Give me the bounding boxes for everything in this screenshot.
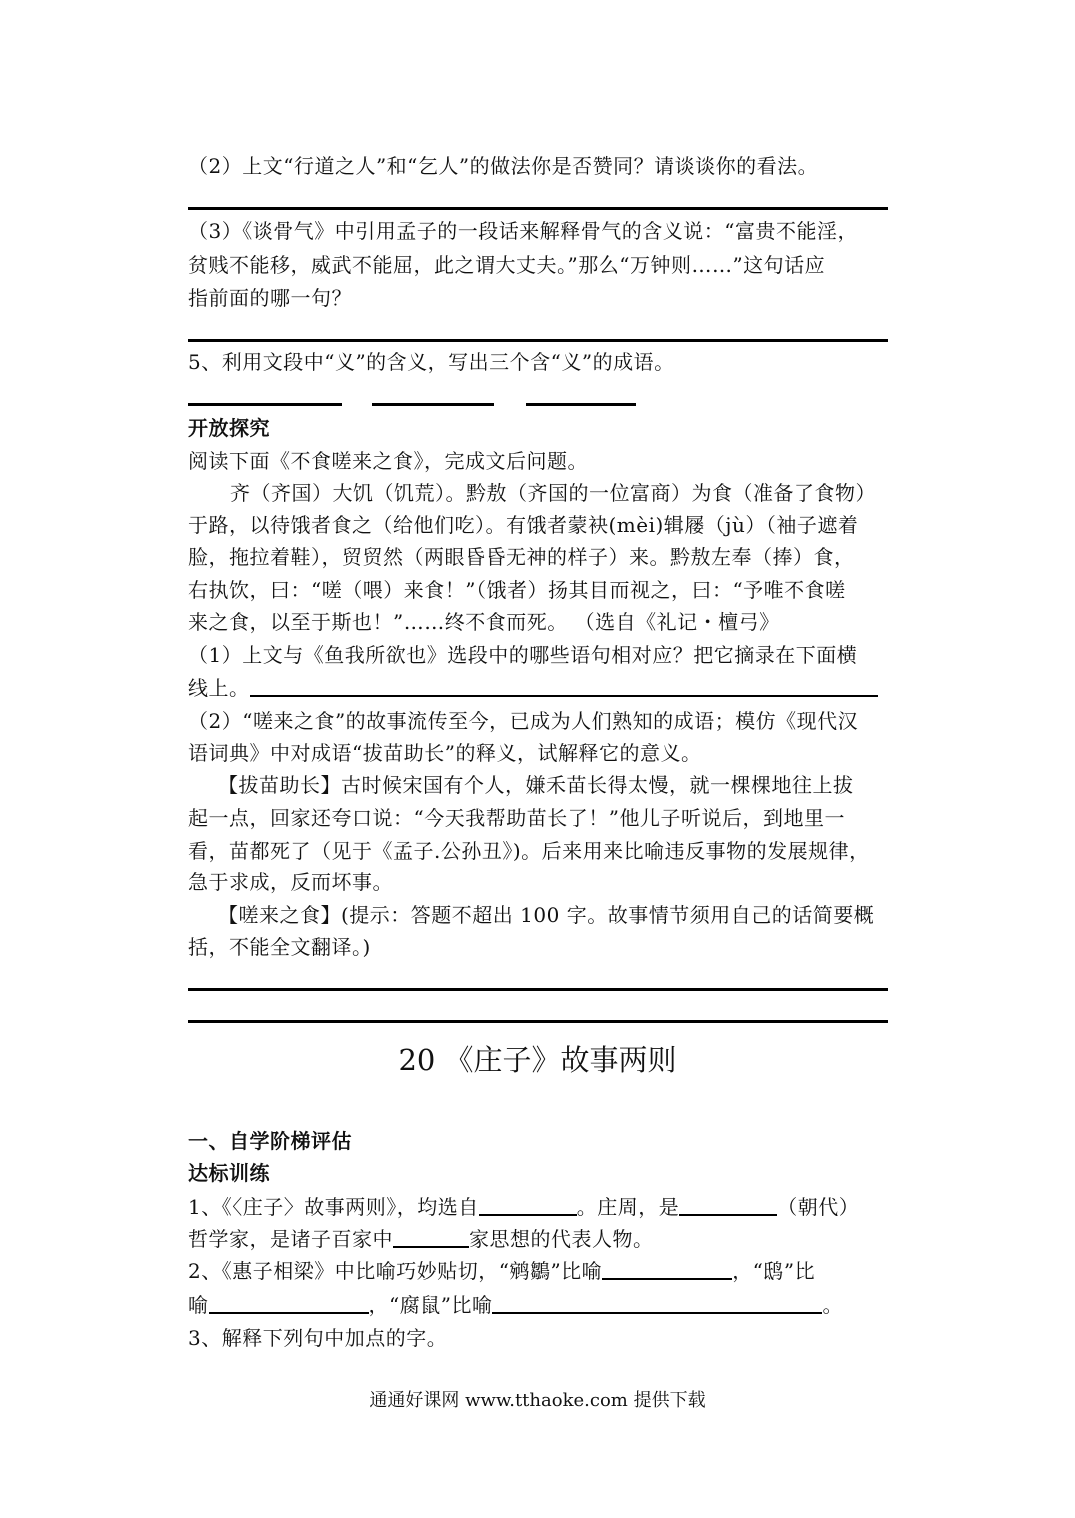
exercise-2-text: 。	[822, 1293, 843, 1317]
exercise-2-text: 2、《惠子相梁》中比喻巧妙贴切，“鹓鶵”比喻	[188, 1259, 603, 1283]
blank-line	[188, 403, 342, 406]
exercise-1-text: 哲学家，是诸子百家中	[188, 1227, 393, 1251]
exercise-1-text: （朝代）	[777, 1195, 860, 1219]
answer-blank	[250, 675, 878, 697]
answer-blank	[209, 1292, 369, 1314]
exercise-3: 3、解释下列句中加点的字。	[188, 1326, 448, 1350]
exercise-2-text: ，“腐鼠”比喻	[368, 1293, 493, 1317]
answer-line	[188, 339, 888, 342]
question-5: 5、利用文段中“义”的含义，写出三个含“义”的成语。	[188, 350, 675, 374]
bamiao-line: 起一点，回家还夸口说：“今天我帮助苗长了！”他儿子听说后，到地里一	[188, 806, 845, 830]
section-heading: 一、自学阶梯评估	[188, 1129, 352, 1153]
bamiao-line: 看，苗都死了（见于《孟子.公孙丑》)。后来用来比喻违反事物的发展规律，	[188, 839, 870, 863]
passage-line: 齐（齐国）大饥（饥荒）。黔敖（齐国的一位富商）为食（准备了食物）	[230, 481, 876, 505]
exercise-1-text: 1、《〈庄子〉故事两则》，均选自	[188, 1195, 479, 1219]
blank-line	[526, 403, 636, 406]
footer-source: 通通好课网 www.tthaoke.com 提供下载	[369, 1390, 706, 1411]
answer-line	[188, 207, 888, 210]
answer-blank	[479, 1194, 577, 1216]
bamiao-line: 急于求成，反而坏事。	[188, 870, 393, 894]
question-3-line2: 贫贱不能移，威武不能屈，此之谓大丈夫。”那么“万钟则……”这句话应	[188, 253, 826, 277]
exercise-2-text: ，“鸱”比	[732, 1259, 816, 1283]
answer-line	[188, 1020, 888, 1023]
exercise-1-text: 家思想的代表人物。	[469, 1227, 654, 1251]
question-2-top: （2）上文“行道之人”和“乞人”的做法你是否赞同？请谈谈你的看法。	[188, 154, 819, 178]
exercise-1-line2	[188, 1224, 654, 1254]
answer-blank	[393, 1226, 469, 1248]
subsection-heading: 达标训练	[188, 1161, 270, 1185]
jielai-line1: 【嗟来之食】(提示：答题不超出 100 字。故事情节须用自己的话简要概	[218, 903, 875, 927]
answer-blank	[602, 1258, 732, 1280]
passage-line: 脸，拖拉着鞋），贸贸然（两眼昏昏无神的样子）来。黔敖左奉（捧）食，	[188, 545, 855, 569]
sub-question-2-line2: 语词典》中对成语“拔苗助长”的释义，试解释它的意义。	[188, 741, 702, 765]
sub-question-1-text: 线上。	[188, 676, 250, 700]
exercise-1-text: 。庄周，是	[576, 1195, 680, 1219]
question-3-line3: 指前面的哪一句？	[188, 286, 352, 310]
blank-line	[372, 403, 494, 406]
passage-line: 来之食，以至于斯也！”……终不食而死。 （选自《礼记・檀弓》	[188, 610, 780, 634]
sub-question-1-line1: （1）上文与《鱼我所欲也》选段中的哪些语句相对应？把它摘录在下面横	[188, 643, 858, 667]
exercise-2-line2	[188, 1290, 843, 1320]
bamiao-line: 【拔苗助长】古时候宋国有个人，嫌禾苗长得太慢，就一棵棵地往上拔	[218, 773, 854, 797]
exercise-2-line1	[188, 1256, 815, 1286]
passage-line: 右执饮，曰：“嗟（喂）来食！”（饿者）扬其目而视之，曰：“予唯不食嗟	[188, 578, 846, 602]
reading-intro: 阅读下面《不食嗟来之食》，完成文后问题。	[188, 449, 588, 473]
sub-question-2-line1: （2）“嗟来之食”的故事流传至今，已成为人们熟知的成语；模仿《现代汉	[188, 709, 859, 733]
exercise-2-text: 喻	[188, 1293, 209, 1317]
question-3-line1: （3）《谈骨气》中引用孟子的一段话来解释骨气的含义说：“富贵不能淫，	[188, 219, 858, 243]
answer-blank	[679, 1194, 777, 1216]
jielai-line2: 括，不能全文翻译。)	[188, 935, 371, 959]
sub-question-1-line2	[188, 673, 878, 703]
open-inquiry-heading: 开放探究	[188, 416, 270, 440]
answer-blank	[492, 1292, 822, 1314]
lesson-title: 20 《庄子》故事两则	[398, 1043, 677, 1077]
exercise-1-line1	[188, 1192, 859, 1222]
answer-line	[188, 988, 888, 991]
passage-line: 于路，以待饿者食之（给他们吃）。有饿者蒙袂(mèi)辑屦（jù）（袖子遮着	[188, 513, 859, 537]
